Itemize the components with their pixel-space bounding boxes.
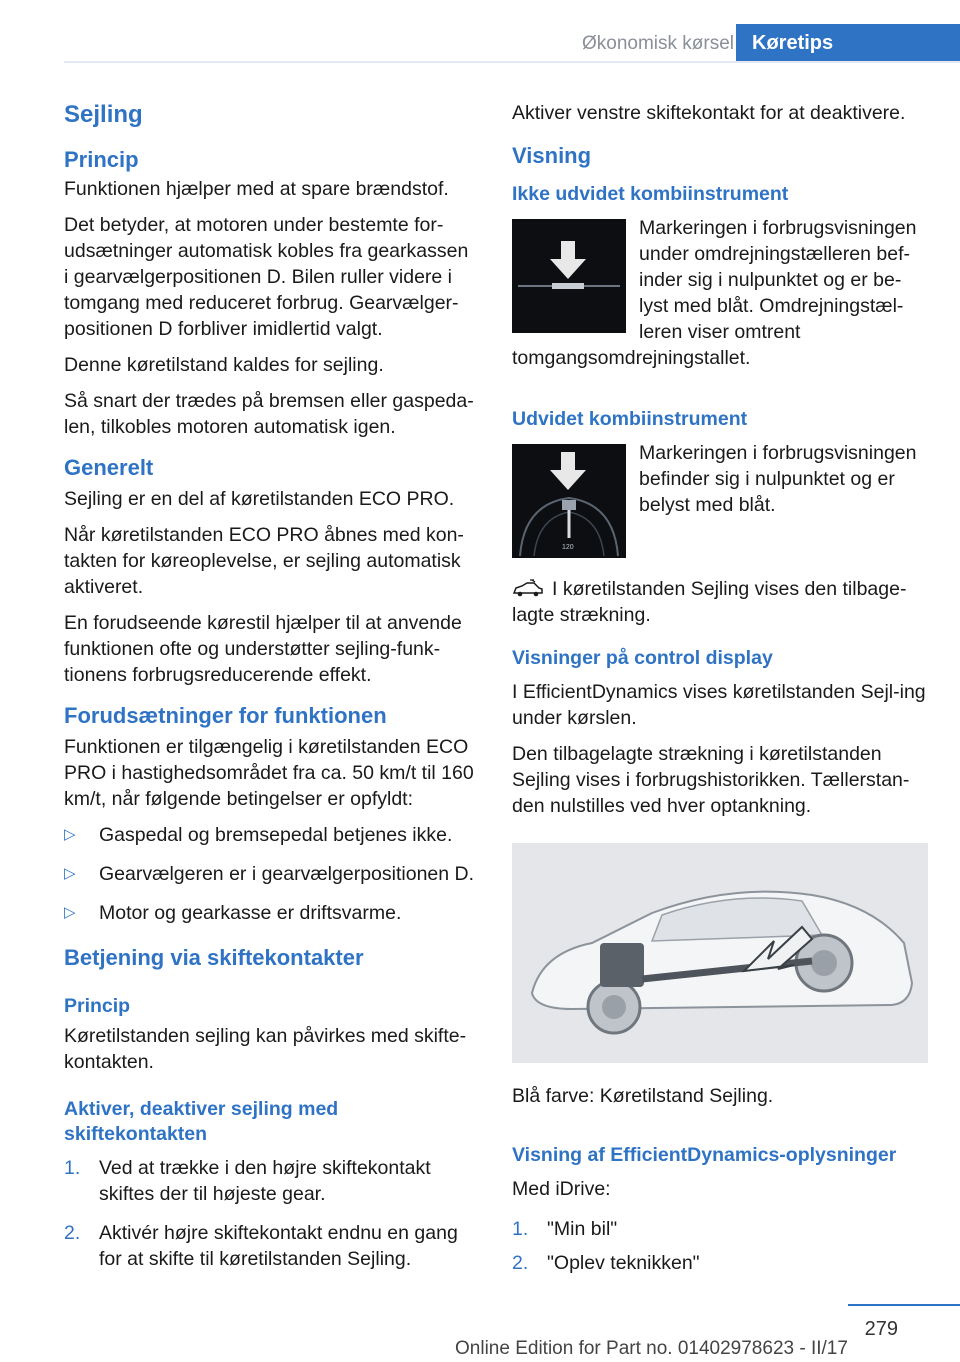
figure-row-standard (512, 215, 928, 381)
footer-divider (848, 1304, 960, 1306)
header-divider (64, 61, 960, 63)
heading-betjening: Betjening via skiftekontakter (64, 945, 364, 970)
coasting-text: I køretilstanden Sejling vises den tilbage‐lagte strækning. (512, 578, 907, 626)
triangle-right-icon: ▷ (64, 904, 76, 921)
list-item-text: "Min bil" (547, 1218, 618, 1240)
page-number: 279 (864, 1318, 898, 1340)
paragraph-meaning: Det betyder, at motoren under bestemte for‐udsætninger automatisk kobles fra gearkassen i gearvælgerpositionen D. Bilen ruller videre i tomgang med reduceret forbrug. Gearvælger‐positionen D forbliver imidlertid valgt. (64, 214, 469, 340)
menu-steps-list (512, 1216, 928, 1276)
footer-edition: Online Edition for Part no. 01402978623 - II/17 (455, 1338, 848, 1359)
figure-caption: Blå farve: Køretilstand Sejling. (512, 1085, 774, 1107)
heading-princip: Princip (64, 147, 139, 172)
list-item-text: Aktivér højre skiftekontakt endnu en gang for at skifte til køretilstanden Sejling. (99, 1222, 458, 1270)
heading-control-display: Visninger på control display (512, 647, 773, 669)
paragraph-reengage: Så snart der trædes på bremsen eller gaspeda‐len, tilkobles motoren automatisk igen. (64, 390, 474, 438)
step-number: 2. (512, 1252, 529, 1274)
list-item-text: Motor og gearkasse er driftsvarme. (99, 902, 402, 924)
left-column (64, 100, 478, 1285)
paragraph-idrive: Med iDrive: (512, 1178, 611, 1200)
list-item-text: Gaspedal og bremsepedal betjenes ikke. (99, 824, 453, 846)
heading-efficient-dynamics: Visning af EfficientDynamics-oplysninger (512, 1144, 897, 1166)
list-item (512, 1216, 928, 1242)
list-item (64, 1155, 478, 1207)
paragraph-intro: Funktionen hjælper med at spare brændstof. (64, 178, 449, 200)
arrow-down-icon (550, 241, 586, 281)
heading-forudsaetninger: Forudsætninger for funktionen (64, 703, 387, 728)
triangle-right-icon: ▷ (64, 826, 76, 843)
instrument-image-standard (512, 219, 626, 333)
paragraph-availability: Funktionen er tilgængelig i køretilstanden ECO PRO i hastighedsområdet fra ca. 50 km/t til 160 km/t, når følgende betingelser er opfyldt: (64, 736, 474, 810)
list-item-text: Ved at trække i den højre skiftekontakt skiftes der til højeste gear. (99, 1157, 431, 1205)
paragraph-driving-style: En forudseende kørestil hjælper til at anvende funktionen ofte og understøtter sejling-funk‐tionens forbrugsreducerende effekt. (64, 612, 462, 686)
paragraph-shift-paddle: Køretilstanden sejling kan påvirkes med skifte‐kontakten. (64, 1025, 467, 1073)
step-number: 1. (512, 1218, 529, 1240)
paragraph-coasting-icon (512, 576, 928, 628)
paragraph-eco-pro: Sejling er en del af køretilstanden ECO PRO. (64, 488, 455, 510)
heading-visning: Visning (512, 143, 592, 168)
heading-generelt: Generelt (64, 455, 154, 480)
step-number: 2. (64, 1222, 81, 1244)
right-column (512, 100, 928, 1286)
paragraph-deactivate: Aktiver venstre skiftekontakt for at deaktivere. (512, 102, 906, 124)
heading-udvidet: Udvidet kombiinstrument (512, 408, 748, 430)
list-item-text: "Oplev teknikken" (547, 1252, 700, 1274)
triangle-right-icon: ▷ (64, 865, 76, 882)
header-active-tab: Køretips (736, 24, 960, 62)
gauge-readout: 120 (562, 544, 574, 551)
header-section-tab: Økonomisk kørsel (581, 33, 734, 54)
paragraph-standard-display: Markeringen i forbrugsvisningen under omdrejningstælleren bef‐inder sig i nulpunktet og er be‐lyst med blåt. Omdrejningstæl‐leren viser omtrent tomgangsomdrejningstallet. (512, 217, 917, 369)
figure-row-extended (512, 440, 928, 562)
consumption-bar-graphic (512, 279, 626, 293)
instrument-image-extended (512, 444, 626, 558)
paragraph-control-2: Den tilbagelagte strækning i køretilstanden Sejling vises i forbrugshistorikken. Tællerstan‐den nulstilles ved hver optankning. (512, 743, 910, 817)
heading-princip-2: Princip (64, 995, 131, 1017)
list-item (64, 822, 478, 848)
list-item (512, 1250, 928, 1276)
arrow-down-icon (550, 452, 586, 492)
heading-aktiver: Aktiver, deaktiver sejling med skiftekontakten (64, 1098, 339, 1145)
conditions-list (64, 822, 478, 926)
step-number: 1. (64, 1157, 81, 1179)
heading-sejling: Sejling (64, 101, 143, 128)
paragraph-extended-display: Markeringen i forbrugsvisningen befinder sig i nulpunktet og er belyst med blåt. (639, 442, 917, 516)
paragraph-control-1: I EfficientDynamics vises køretilstanden Sejl‐ing under kørslen. (512, 681, 926, 729)
list-item (64, 900, 478, 926)
car-illustration (512, 843, 928, 1063)
list-item (64, 861, 478, 887)
list-item (64, 1220, 478, 1272)
heading-ikke-udvidet: Ikke udvidet kombiinstrument (512, 183, 789, 205)
paragraph-mode-name: Denne køretilstand kaldes for sejling. (64, 354, 384, 376)
steps-list (64, 1155, 478, 1272)
paragraph-auto-activate: Når køretilstanden ECO PRO åbnes med kon‐takten for køreoplevelse, er sejling automatisk aktiveret. (64, 524, 464, 598)
list-item-text: Gearvælgeren er i gearvælgerpositionen D. (99, 863, 475, 885)
car-drivetrain-image (512, 843, 928, 1063)
coasting-car-icon (512, 579, 544, 597)
